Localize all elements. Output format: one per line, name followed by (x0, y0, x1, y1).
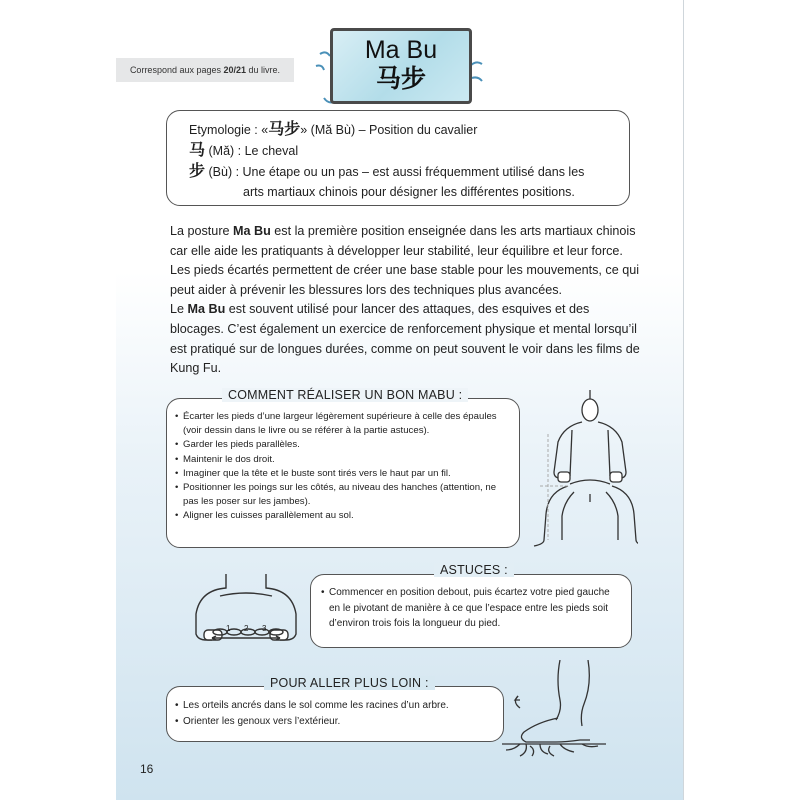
how-to-list (167, 399, 519, 524)
how-to-title: COMMENT RÉALISER UN BON MABU : (222, 388, 468, 402)
tips-list (311, 575, 631, 632)
foot-label-3: 3 (262, 624, 267, 633)
list-item: • Orienter les genoux vers l’extérieur. (175, 714, 493, 730)
feet-placement-illustration (186, 570, 306, 650)
etymology-line-3: 步 (Bù) : Une étape ou un pas – est aussi fréquemment utilisé dans les (189, 161, 585, 180)
list-item: • Garder les pieds parallèles. (175, 438, 509, 452)
etymology-line-2: 马 (Mă) : Le cheval (189, 140, 299, 159)
etymology-line-4: arts martiaux chinois pour désigner les différentes positions. (243, 185, 575, 199)
list-item: • Commencer en position debout, puis écartez votre pied gauche en le pivotant de manière à ce que l’espace entre les pieds soit d’environ trois fois la longueur du pied. (321, 585, 619, 632)
list-item: • Les orteils ancrés dans le sol comme les racines d’un arbre. (175, 698, 493, 714)
etymology-line-1: Etymologie : «马步» (Mă Bù) – Position du cavalier (189, 119, 478, 138)
list-item: • Aligner les cuisses parallèlement au sol. (175, 509, 509, 523)
list-item: • Maintenir le dos droit. (175, 453, 509, 467)
further-list (167, 687, 503, 729)
intro-paragraph-1: La posture Ma Bu est la première position enseignée dans les arts martiaux chinois car elle aide les pratiquants à développer leur stabilité, leur équilibre et leur force. Les pieds écartés permettent de créer une base stable pour les mouvements, ce qui peut aider à prévenir les blessures lors des techniques plus avancées. (170, 224, 640, 297)
intro-text (170, 222, 640, 379)
title-box (330, 28, 472, 104)
further-title: POUR ALLER PLUS LOIN : (264, 676, 435, 690)
list-item: • Imaginer que la tête et le buste sont tirés vers le haut par un fil. (175, 467, 509, 481)
how-to-box (166, 398, 520, 548)
tips-box (310, 574, 632, 648)
list-item: • Positionner les poings sur les côtés, au niveau des hanches (attention, ne pas les poser sur les jambes). (175, 481, 509, 509)
list-item: • Écarter les pieds d’une largeur légèrement supérieure à celle des épaules (voir dessin dans le livre ou se référer à la partie astuces). (175, 410, 509, 438)
page-number: 16 (140, 762, 154, 776)
ma-bu-stance-illustration (528, 390, 638, 550)
further-box (166, 686, 504, 742)
intro-paragraph-2: Le Ma Bu est souvent utilisé pour lancer des attaques, des esquives et des blocages. C’est également un exercice de renforcement physique et mental lorsqu’il est pratiqué sur de longues durées, comme on peut souvent le voir dans les films de Kung Fu. (170, 302, 640, 376)
foot-label-2: 2 (244, 624, 249, 633)
title-chinese: 马步 (375, 64, 426, 93)
page-reference-note: Correspond aux pages 20/21 du livre. (116, 58, 294, 82)
rooted-foot-illustration (500, 660, 610, 760)
foot-label-1: 1 (226, 624, 231, 633)
tips-title: ASTUCES : (434, 563, 514, 577)
etymology-box (166, 110, 630, 206)
title-latin: Ma Bu (364, 36, 438, 64)
